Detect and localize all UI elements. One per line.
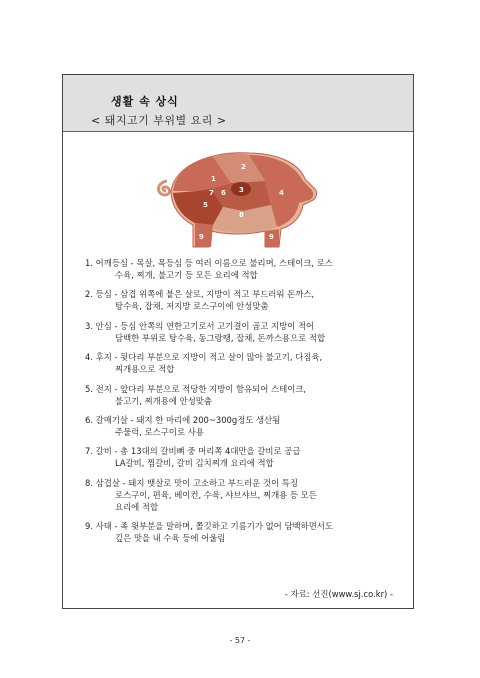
diagram-label-9-front: 9 (269, 233, 274, 241)
diagram-label-6: 6 (221, 189, 226, 197)
page-number: - 57 - (229, 636, 251, 645)
diagram-label-7: 7 (209, 189, 214, 197)
source-note: - 자료: 선진(www.sj.co.kr) - (284, 589, 393, 599)
box-header (63, 75, 413, 132)
diagram-label-9-rear: 9 (199, 233, 204, 241)
list-item: 9. 사태 - 족 윗부분을 말하며, 쫄깃하고 기름기가 없어 담백하면서도 깊은 맛을 내 수육 등에 어울림 (85, 521, 333, 544)
pig-tail (159, 181, 170, 195)
box-subtitle: < 돼지고기 부위별 요리 > (91, 114, 227, 127)
box-title: 생활 속 상식 (111, 95, 179, 108)
diagram-label-4: 4 (279, 189, 284, 197)
list-item: 5. 전지 - 앞다리 부분으로 적당한 지방이 함유되어 스테이크, 불고기, 찌개용에 안성맞춤 (85, 383, 307, 406)
cut-list (85, 257, 407, 552)
list-item: 6. 갈매기살 - 돼지 한 마리에 200~300g정도 생산됨 주물럭, 로스구이로 사용 (85, 414, 281, 437)
info-box (62, 74, 414, 609)
list-item: 2. 등심 - 삼겹 위쪽에 붙은 살로, 지방이 적고 부드러워 돈까스, 탕수육, 잡채, 저지방 로스구이에 안성맞춤 (85, 289, 315, 312)
diagram-label-1: 1 (211, 175, 216, 183)
diagram-label-5: 5 (203, 201, 208, 209)
list-item: 1. 어깨등심 - 목살, 목등심 등 여러 이름으로 불리며, 스테이크, 로스 수육, 찌개, 불고기 등 모든 요리에 적합 (85, 258, 333, 280)
list-item: 7. 갈비 - 총 13대의 갈비뼈 중 머리쪽 4대만을 갈비로 공급 LA갈비, 찜갈비, 갈비 김치찌개 요리에 적합 (85, 446, 301, 469)
list-item: 3. 안심 - 등심 안쪽의 연한고기로서 고기결이 곱고 지방이 적어 담백한 부위로 탕수육, 동그랑땡, 잡채, 돈까스용으로 적합 (85, 320, 326, 343)
diagram-label-3: 3 (239, 186, 244, 194)
diagram-label-2: 2 (241, 163, 246, 171)
list-item: 4. 후지 - 뒷다리 부분으로 지방이 적고 살이 많아 불고기, 다짐육, 찌개용으로 적합 (85, 352, 323, 375)
list-item: 8. 삼겹살 - 돼지 뱃살로 맛이 고소하고 부드러운 것이 특징 로스구이, 편육, 베이컨, 수육, 샤브샤브, 찌개용 등 모든 요리에 적합 (85, 477, 317, 512)
diagram-label-8: 8 (239, 211, 244, 219)
pork-cuts-diagram (153, 145, 323, 255)
cut-region-9-rear (195, 223, 213, 247)
